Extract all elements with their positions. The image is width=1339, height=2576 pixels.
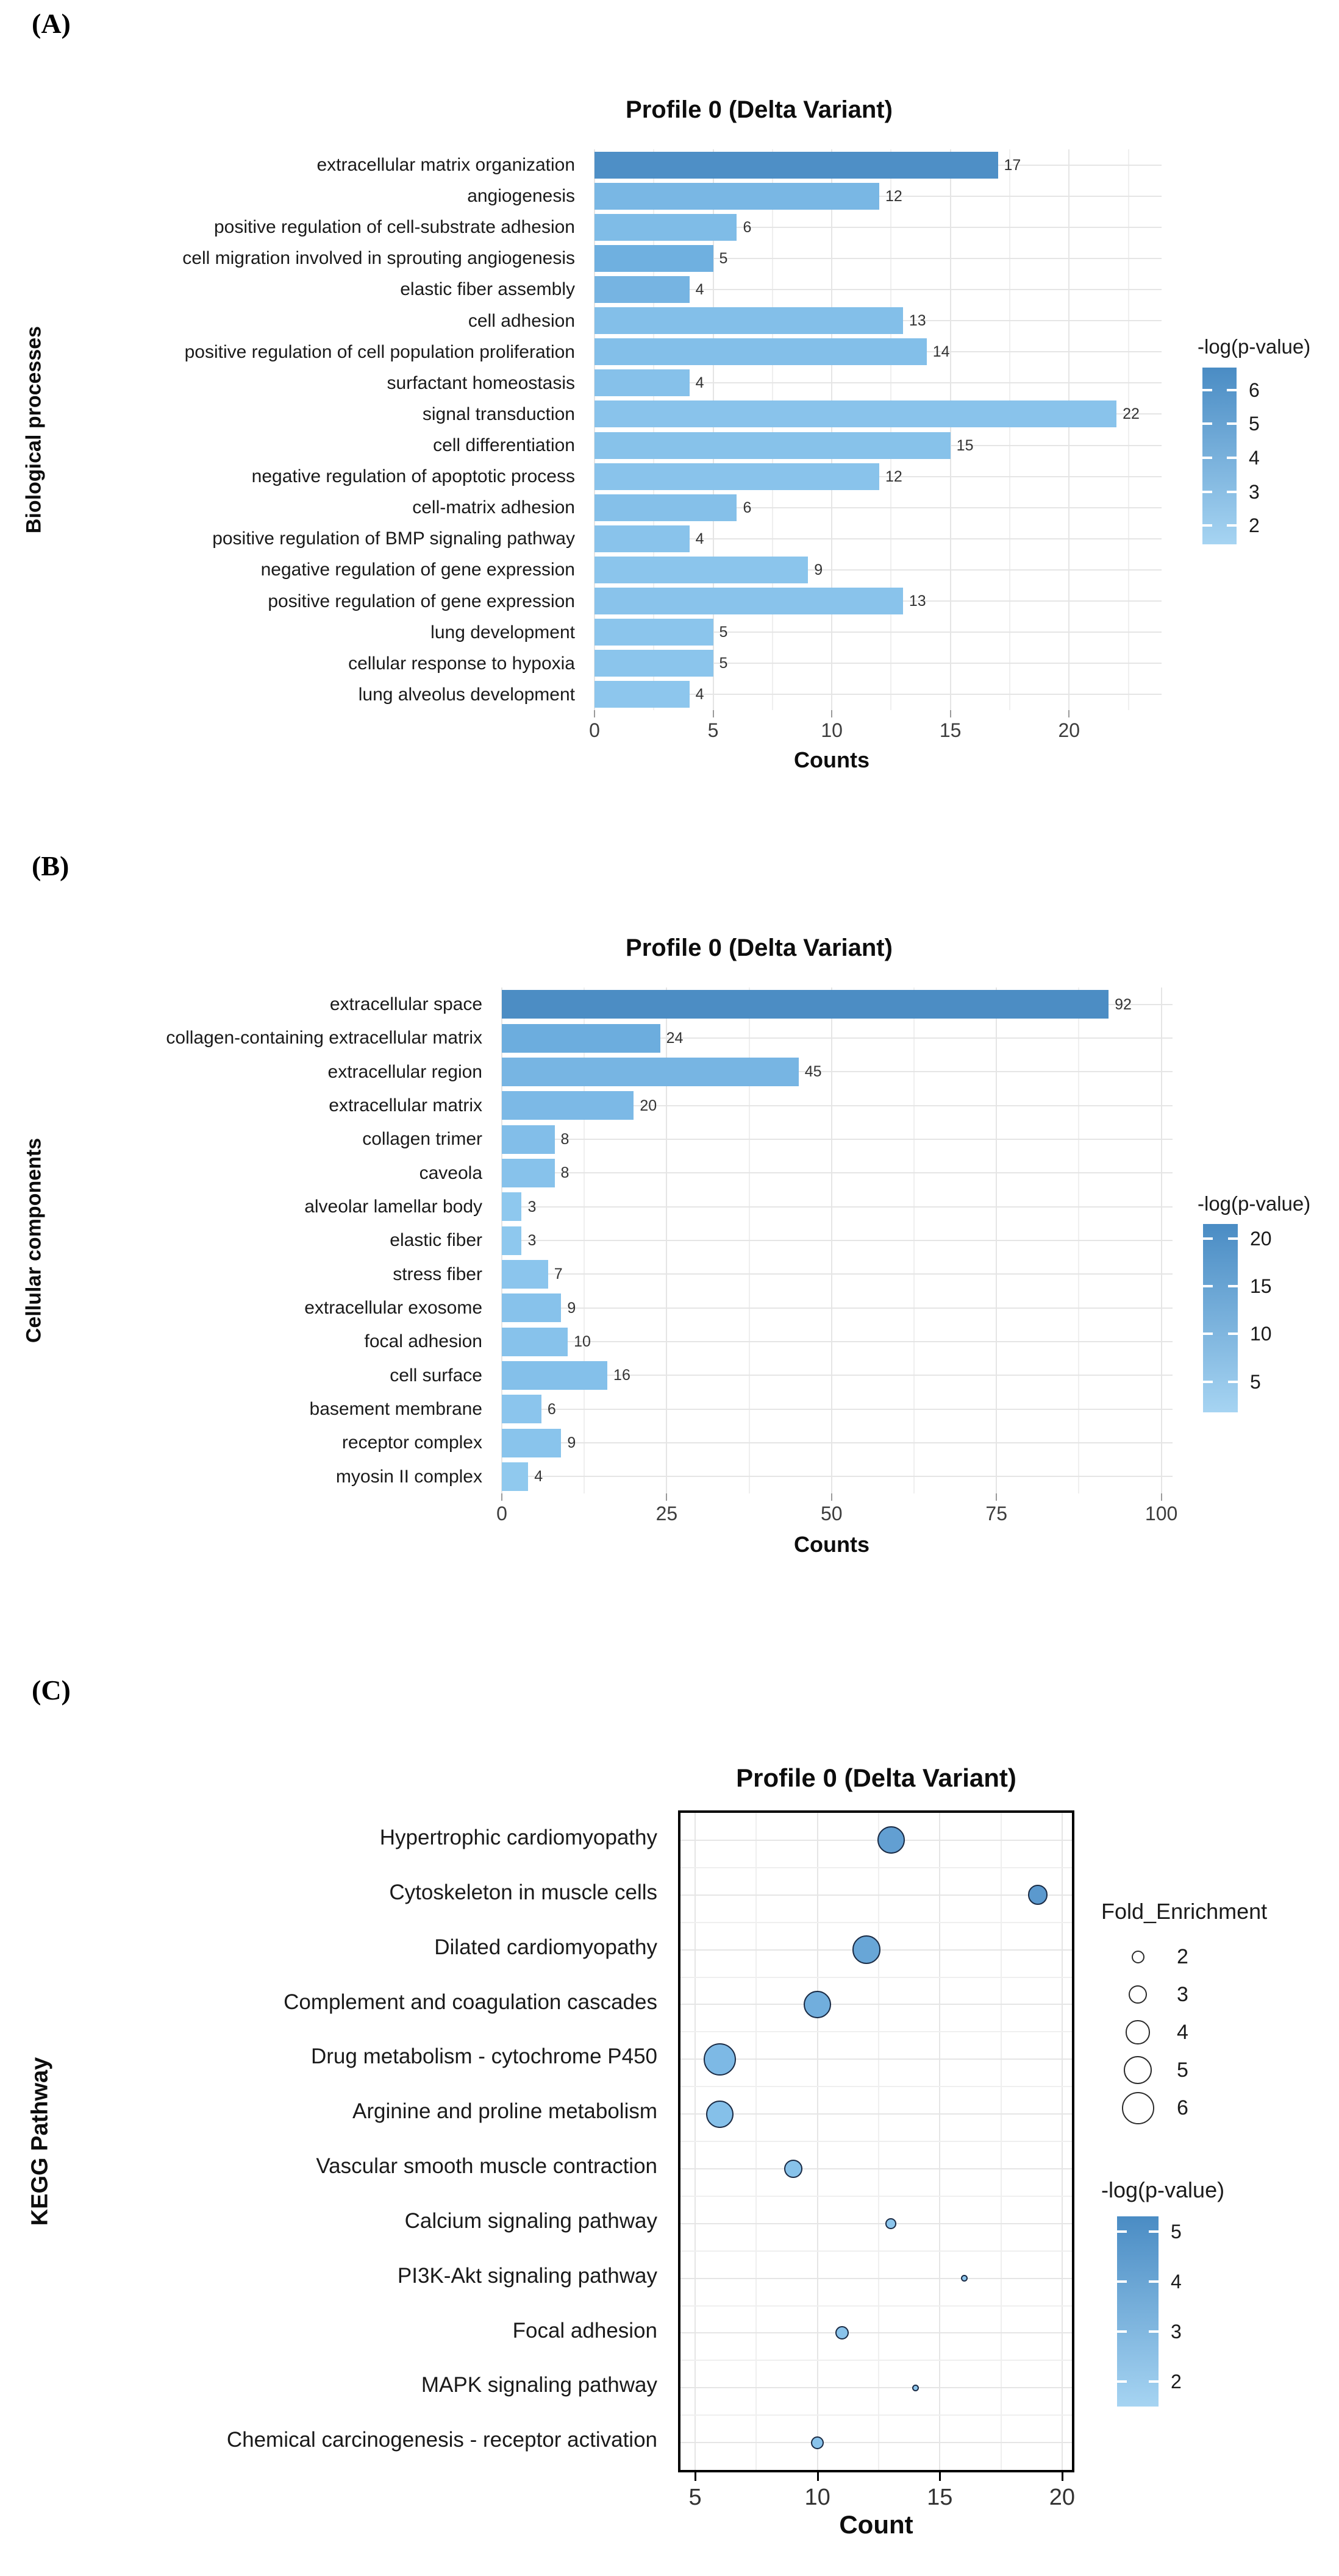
x-tick-mark bbox=[1068, 710, 1069, 717]
legend-tick-label: 5 bbox=[1250, 1370, 1261, 1393]
x-tick-label: 20 bbox=[1058, 719, 1080, 741]
legend-tick-label: 2 bbox=[1171, 2370, 1182, 2393]
category-label: negative regulation of apoptotic process bbox=[251, 466, 575, 487]
category-label: cellular response to hypoxia bbox=[348, 653, 575, 674]
fold-enrichment-legend-label: 3 bbox=[1177, 1983, 1188, 2006]
x-tick-mark bbox=[996, 1493, 997, 1501]
legend-tick-label: 3 bbox=[1249, 480, 1260, 503]
x-tick-label: 75 bbox=[985, 1503, 1007, 1525]
category-label: focal adhesion bbox=[364, 1331, 482, 1352]
bar bbox=[502, 1395, 541, 1423]
panel-c-letter: (C) bbox=[32, 1674, 71, 1706]
bar-value-label: 5 bbox=[719, 249, 728, 267]
category-label: PI3K-Akt signaling pathway bbox=[397, 2263, 657, 2288]
category-label: basement membrane bbox=[309, 1399, 482, 1419]
legend-tick-mark bbox=[1227, 389, 1237, 391]
category-label: surfactant homeostasis bbox=[387, 372, 575, 393]
bar-value-label: 12 bbox=[885, 468, 902, 485]
gridline-horizontal-minor bbox=[680, 2250, 1072, 2252]
panel-b-plot-area bbox=[502, 987, 1173, 1493]
x-tick-label: 20 bbox=[1049, 2485, 1076, 2510]
legend-tick-mark bbox=[1227, 457, 1237, 459]
legend-tick-mark bbox=[1149, 2230, 1159, 2233]
gridline-horizontal bbox=[502, 1273, 1173, 1275]
bar-value-label: 9 bbox=[567, 1299, 576, 1317]
category-label: positive regulation of cell-substrate adhesion bbox=[213, 217, 575, 238]
bar bbox=[595, 432, 951, 459]
legend-tick-mark bbox=[1202, 524, 1212, 527]
bar-value-label: 14 bbox=[932, 343, 950, 361]
x-tick-mark bbox=[694, 2472, 696, 2481]
legend-tick-mark bbox=[1227, 524, 1237, 527]
category-label: signal transduction bbox=[422, 404, 575, 424]
x-tick-mark bbox=[939, 2472, 941, 2481]
bar-value-label: 6 bbox=[743, 499, 752, 516]
gridline-horizontal bbox=[680, 1895, 1072, 1896]
gridline-horizontal-minor bbox=[680, 1922, 1072, 1923]
legend-tick-mark bbox=[1203, 1332, 1213, 1335]
legend-tick-label: 2 bbox=[1249, 514, 1260, 537]
bar bbox=[595, 650, 713, 677]
category-label: extracellular matrix organization bbox=[316, 155, 575, 175]
fold-enrichment-legend-label: 2 bbox=[1177, 1945, 1188, 1968]
data-point bbox=[811, 2436, 824, 2449]
legend-tick-mark bbox=[1203, 1237, 1213, 1240]
fold-enrichment-legend-circle bbox=[1126, 2020, 1149, 2044]
data-point bbox=[961, 2275, 968, 2282]
x-tick-mark bbox=[1161, 1493, 1162, 1501]
legend-tick-label: 10 bbox=[1250, 1323, 1272, 1345]
bar bbox=[595, 152, 998, 179]
panel-b-category-axis bbox=[0, 987, 491, 1493]
bar bbox=[595, 525, 690, 552]
panel-b-title: Profile 0 (Delta Variant) bbox=[626, 934, 893, 961]
gridline-vertical-minor bbox=[1128, 149, 1129, 710]
gridline-horizontal bbox=[680, 2442, 1072, 2443]
panel-a-y-axis-title: Biological processes bbox=[22, 326, 46, 534]
category-label: positive regulation of gene expression bbox=[268, 591, 575, 611]
legend-tick-mark bbox=[1227, 491, 1237, 493]
bar bbox=[595, 494, 737, 521]
bar bbox=[502, 1024, 660, 1053]
category-label: Calcium signaling pathway bbox=[404, 2208, 657, 2233]
legend-tick-mark bbox=[1117, 2280, 1127, 2283]
category-label: Focal adhesion bbox=[512, 2318, 657, 2343]
x-tick-label: 15 bbox=[927, 2485, 953, 2510]
bar-value-label: 15 bbox=[956, 436, 974, 454]
bar-value-label: 13 bbox=[909, 312, 926, 330]
bar-value-label: 17 bbox=[1004, 156, 1021, 174]
x-tick-label: 5 bbox=[707, 719, 719, 741]
category-label: Arginine and proline metabolism bbox=[352, 2099, 657, 2124]
bar bbox=[502, 1361, 607, 1390]
bar bbox=[595, 307, 903, 334]
fold-enrichment-legend-circle bbox=[1132, 1951, 1144, 1963]
bar-value-label: 7 bbox=[554, 1265, 563, 1283]
panel-a-title: Profile 0 (Delta Variant) bbox=[626, 96, 893, 123]
bar-value-label: 12 bbox=[885, 187, 902, 205]
legend-tick-mark bbox=[1202, 389, 1212, 391]
gridline-horizontal-minor bbox=[680, 1977, 1072, 1978]
gridline-horizontal bbox=[502, 1206, 1173, 1208]
gridline-horizontal bbox=[680, 2387, 1072, 2388]
legend-tick-label: 20 bbox=[1250, 1227, 1272, 1250]
data-point bbox=[706, 2101, 734, 2128]
data-point bbox=[1028, 1885, 1048, 1905]
gridline-horizontal bbox=[502, 1476, 1173, 1477]
x-tick-mark bbox=[713, 710, 714, 717]
data-point bbox=[877, 1826, 905, 1854]
gridline-horizontal bbox=[680, 2004, 1072, 2005]
bar bbox=[595, 338, 927, 365]
bar bbox=[502, 1429, 561, 1457]
legend-tick-mark bbox=[1202, 491, 1212, 493]
category-label: caveola bbox=[419, 1162, 482, 1183]
bar-value-label: 13 bbox=[909, 592, 926, 610]
bar-value-label: 8 bbox=[560, 1164, 570, 1182]
x-tick-mark bbox=[1062, 2472, 1063, 2481]
x-tick-label: 25 bbox=[655, 1503, 678, 1525]
panel-c-y-axis-title: KEGG Pathway bbox=[27, 2057, 53, 2226]
fold-enrichment-legend-circle bbox=[1122, 2092, 1154, 2124]
bar bbox=[502, 1125, 555, 1154]
gridline-horizontal bbox=[680, 2223, 1072, 2224]
category-label: positive regulation of cell population proliferation bbox=[184, 341, 575, 362]
x-tick-label: 0 bbox=[589, 719, 600, 741]
gridline-horizontal-minor bbox=[680, 2360, 1072, 2361]
category-label: lung alveolus development bbox=[358, 684, 575, 705]
panel-a-letter: (A) bbox=[32, 8, 71, 39]
x-tick-mark bbox=[666, 1493, 667, 1501]
bar-value-label: 4 bbox=[695, 530, 704, 547]
category-label: Vascular smooth muscle contraction bbox=[316, 2154, 657, 2178]
gridline-horizontal-minor bbox=[680, 2196, 1072, 2197]
bar-value-label: 3 bbox=[527, 1232, 537, 1249]
bar-value-label: 16 bbox=[613, 1367, 630, 1384]
bar bbox=[595, 276, 690, 303]
category-label: cell migration involved in sprouting angiogenesis bbox=[182, 248, 575, 269]
category-label: collagen-containing extracellular matrix bbox=[166, 1028, 482, 1048]
legend-tick-mark bbox=[1228, 1381, 1238, 1383]
legend-tick-mark bbox=[1149, 2280, 1159, 2283]
bar bbox=[595, 369, 690, 396]
x-tick-label: 0 bbox=[496, 1503, 507, 1525]
x-tick-mark bbox=[831, 1493, 832, 1501]
gridline-horizontal bbox=[680, 2332, 1072, 2333]
bar bbox=[502, 1192, 521, 1221]
bar-value-label: 92 bbox=[1115, 995, 1132, 1013]
category-label: negative regulation of gene expression bbox=[260, 560, 575, 580]
panel-c-plot-area bbox=[678, 1810, 1074, 2472]
gridline-vertical-minor bbox=[890, 149, 891, 710]
gridline-horizontal-minor bbox=[680, 1867, 1072, 1868]
panel-a-category-axis bbox=[0, 149, 584, 710]
category-label: Drug metabolism - cytochrome P450 bbox=[311, 2044, 657, 2069]
gridline-horizontal bbox=[680, 2113, 1072, 2115]
gridline-horizontal bbox=[680, 2058, 1072, 2060]
legend-tick-mark bbox=[1149, 2330, 1159, 2333]
fold-enrichment-legend-label: 4 bbox=[1177, 2021, 1188, 2044]
category-label: cell-matrix adhesion bbox=[412, 497, 575, 518]
x-tick-label: 10 bbox=[821, 719, 843, 741]
legend-tick-label: 5 bbox=[1249, 413, 1260, 435]
bar bbox=[595, 619, 713, 646]
category-label: lung development bbox=[430, 622, 575, 642]
data-point bbox=[912, 2385, 919, 2391]
category-label: Chemical carcinogenesis - receptor activation bbox=[226, 2428, 657, 2452]
legend-tick-label: 5 bbox=[1171, 2220, 1182, 2243]
gridline-horizontal bbox=[502, 1139, 1173, 1140]
category-label: extracellular region bbox=[327, 1061, 482, 1082]
category-label: receptor complex bbox=[341, 1432, 482, 1453]
bar-value-label: 9 bbox=[814, 561, 823, 578]
legend-tick-mark bbox=[1149, 2380, 1159, 2383]
bar bbox=[502, 1058, 799, 1086]
gridline-horizontal-minor bbox=[680, 2141, 1072, 2142]
legend-tick-mark bbox=[1117, 2330, 1127, 2333]
gridline-horizontal-minor bbox=[680, 2305, 1072, 2307]
legend-tick-mark bbox=[1203, 1285, 1213, 1287]
panel-a-legend-colorbar bbox=[1202, 368, 1260, 544]
legend-tick-mark bbox=[1228, 1285, 1238, 1287]
panel-a-x-axis-title: Counts bbox=[794, 747, 869, 772]
data-point bbox=[784, 2160, 802, 2178]
category-label: positive regulation of BMP signaling pathway bbox=[212, 528, 575, 549]
panel-c-legend-colorbar bbox=[1117, 2216, 1182, 2407]
category-label: cell differentiation bbox=[433, 435, 575, 455]
data-point bbox=[885, 2218, 896, 2229]
category-label: Complement and coagulation cascades bbox=[284, 1990, 657, 2014]
category-label: elastic fiber bbox=[390, 1230, 482, 1251]
category-label: stress fiber bbox=[393, 1264, 482, 1284]
gridline-horizontal bbox=[680, 2168, 1072, 2169]
gridline-horizontal-minor bbox=[680, 2031, 1072, 2032]
gridline-horizontal bbox=[680, 1840, 1072, 1841]
legend-tick-mark bbox=[1117, 2230, 1127, 2233]
bar bbox=[595, 588, 903, 614]
gridline-vertical-minor bbox=[1009, 149, 1010, 710]
bar bbox=[595, 557, 808, 583]
gridline-vertical bbox=[831, 149, 832, 710]
bar bbox=[502, 1462, 528, 1491]
legend-tick-mark bbox=[1202, 457, 1212, 459]
legend-tick-mark bbox=[1227, 422, 1237, 425]
bar bbox=[502, 1226, 521, 1255]
gridline-horizontal bbox=[502, 1442, 1173, 1443]
bar-value-label: 3 bbox=[527, 1198, 537, 1215]
data-point bbox=[835, 2326, 849, 2339]
bar-value-label: 45 bbox=[804, 1063, 822, 1081]
bar-value-label: 24 bbox=[666, 1030, 684, 1047]
x-tick-label: 15 bbox=[939, 719, 962, 741]
gridline-horizontal bbox=[502, 1409, 1173, 1410]
bar-value-label: 20 bbox=[640, 1097, 657, 1114]
panel-c-title: Profile 0 (Delta Variant) bbox=[736, 1763, 1016, 1792]
gridline-horizontal-minor bbox=[680, 2086, 1072, 2087]
bar bbox=[595, 463, 879, 490]
bar bbox=[502, 990, 1109, 1019]
bar-value-label: 6 bbox=[547, 1400, 556, 1418]
category-label: MAPK signaling pathway bbox=[421, 2373, 657, 2397]
gridline-horizontal bbox=[680, 2278, 1072, 2279]
panel-b-legend-title: -log(p-value) bbox=[1198, 1192, 1311, 1215]
legend-tick-mark bbox=[1117, 2380, 1127, 2383]
bar bbox=[502, 1328, 568, 1356]
gridline-horizontal bbox=[502, 1341, 1173, 1342]
x-tick-label: 5 bbox=[688, 2485, 702, 2510]
bar bbox=[502, 1091, 634, 1120]
panel-c-size-legend-title: Fold_Enrichment bbox=[1101, 1899, 1268, 1924]
gridline-horizontal-minor bbox=[680, 2414, 1072, 2416]
panel-c-color-legend-title: -log(p-value) bbox=[1101, 2177, 1225, 2202]
bar-value-label: 4 bbox=[695, 686, 704, 703]
category-label: extracellular space bbox=[329, 994, 482, 1014]
category-label: elastic fiber assembly bbox=[400, 279, 575, 300]
x-tick-mark bbox=[594, 710, 595, 717]
legend-tick-label: 4 bbox=[1249, 447, 1260, 469]
x-tick-mark bbox=[950, 710, 951, 717]
data-point bbox=[704, 2043, 736, 2076]
x-tick-mark bbox=[817, 2472, 819, 2481]
panel-c-category-axis bbox=[0, 1810, 666, 2472]
panel-b-letter: (B) bbox=[32, 850, 70, 881]
category-label: extracellular exosome bbox=[304, 1298, 482, 1318]
bar-value-label: 4 bbox=[534, 1468, 543, 1485]
legend-tick-mark bbox=[1203, 1381, 1213, 1383]
legend-tick-label: 6 bbox=[1249, 379, 1260, 401]
gridline-horizontal bbox=[502, 1240, 1173, 1241]
x-tick-label: 50 bbox=[821, 1503, 843, 1525]
panel-a-legend-title: -log(p-value) bbox=[1198, 335, 1311, 358]
panel-b-legend-colorbar bbox=[1203, 1224, 1272, 1412]
category-label: angiogenesis bbox=[467, 186, 575, 207]
x-tick-label: 10 bbox=[804, 2485, 830, 2510]
bar-value-label: 8 bbox=[560, 1131, 570, 1148]
data-point bbox=[852, 1935, 880, 1963]
bar-value-label: 4 bbox=[695, 374, 704, 392]
legend-tick-mark bbox=[1228, 1332, 1238, 1335]
bar bbox=[595, 183, 879, 210]
bar bbox=[502, 1159, 555, 1187]
bar-value-label: 6 bbox=[743, 218, 752, 236]
category-label: collagen trimer bbox=[362, 1129, 482, 1150]
bar-value-label: 10 bbox=[574, 1333, 591, 1350]
data-point bbox=[804, 1991, 831, 2018]
x-tick-label: 100 bbox=[1144, 1503, 1178, 1525]
legend-tick-label: 4 bbox=[1171, 2270, 1182, 2293]
fold-enrichment-legend-circle bbox=[1129, 1985, 1148, 2004]
gridline-horizontal bbox=[502, 1172, 1173, 1173]
category-label: cell adhesion bbox=[468, 310, 575, 331]
gridline-vertical-minor bbox=[772, 149, 773, 710]
legend-tick-mark bbox=[1228, 1237, 1238, 1240]
bar-value-label: 9 bbox=[567, 1434, 576, 1451]
category-label: cell surface bbox=[390, 1365, 482, 1386]
bar bbox=[502, 1260, 548, 1289]
category-label: extracellular matrix bbox=[329, 1095, 482, 1115]
legend-tick-mark bbox=[1202, 422, 1212, 425]
bar bbox=[595, 400, 1116, 427]
bar-value-label: 5 bbox=[719, 624, 728, 641]
panel-a-plot-area bbox=[595, 149, 1162, 710]
category-label: alveolar lamellar body bbox=[304, 1197, 482, 1217]
panel-b-x-axis-title: Counts bbox=[794, 1532, 869, 1557]
x-tick-mark bbox=[501, 1493, 502, 1501]
category-label: Cytoskeleton in muscle cells bbox=[389, 1880, 657, 1904]
fold-enrichment-legend-circle bbox=[1124, 2056, 1152, 2084]
bar-value-label: 4 bbox=[695, 281, 704, 298]
category-label: Hypertrophic cardiomyopathy bbox=[379, 1826, 657, 1849]
bar bbox=[595, 245, 713, 272]
gridline-vertical bbox=[1068, 149, 1069, 710]
x-tick-mark bbox=[831, 710, 832, 717]
fold-enrichment-legend-label: 6 bbox=[1177, 2096, 1188, 2119]
bar bbox=[595, 681, 690, 708]
panel-b-y-axis-title: Cellular components bbox=[22, 1137, 46, 1343]
category-label: myosin II complex bbox=[335, 1466, 482, 1487]
panel-c-x-axis-title: Count bbox=[839, 2510, 913, 2539]
bar bbox=[595, 214, 737, 241]
bar-value-label: 22 bbox=[1123, 405, 1140, 423]
legend-tick-label: 3 bbox=[1171, 2320, 1182, 2343]
gridline-horizontal bbox=[502, 1308, 1173, 1309]
bar-value-label: 5 bbox=[719, 655, 728, 672]
gridline-vertical bbox=[950, 149, 951, 710]
fold-enrichment-legend-label: 5 bbox=[1177, 2058, 1188, 2082]
bar bbox=[502, 1293, 561, 1322]
legend-tick-label: 15 bbox=[1250, 1275, 1272, 1297]
category-label: Dilated cardiomyopathy bbox=[434, 1935, 657, 1959]
